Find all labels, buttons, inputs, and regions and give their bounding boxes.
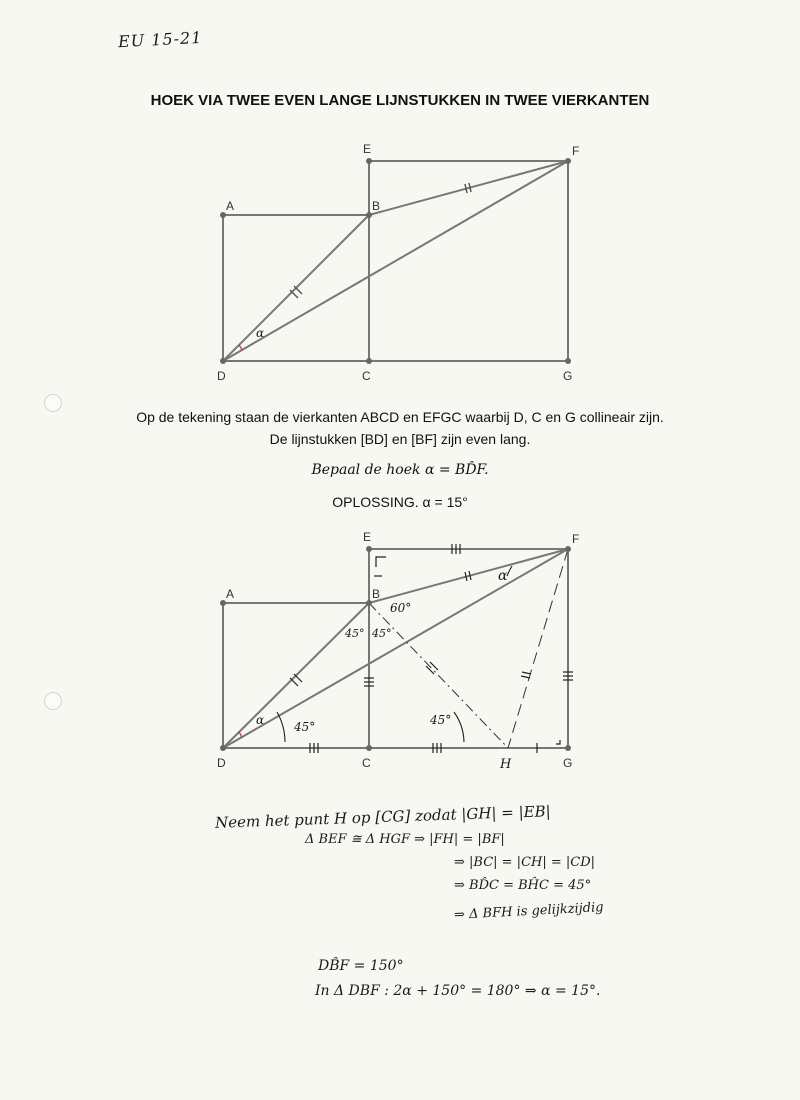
label-g: G: [563, 369, 573, 383]
label-b-2: B: [372, 587, 381, 601]
corner-note: EU 15-21: [117, 27, 203, 52]
segment-df-2: [223, 549, 568, 748]
alpha-label: α: [256, 326, 265, 340]
label-d: D: [217, 369, 226, 383]
label-b: B: [372, 199, 381, 213]
alpha-label-2: α: [256, 713, 265, 727]
problem-line-1: Op de tekening staan de vierkanten ABCD en EFGC waarbij D, C en G collineair zijn.: [136, 409, 664, 425]
label-a-2: A: [226, 587, 235, 601]
label-h: H: [500, 757, 512, 772]
label-f: F: [572, 144, 580, 158]
problem-question: Bepaal de hoek α = BD̂F.: [311, 462, 489, 478]
square-efgc-2: [369, 549, 568, 748]
label-e-2: E: [363, 530, 372, 544]
hand-line-7: In Δ DBF : 2α + 150° = 180° ⇒ α = 15°.: [315, 983, 601, 999]
angle-45-h: 45°: [430, 713, 452, 727]
label-e: E: [363, 142, 372, 156]
hand-line-4: ⇒ BD̂C = BĤC = 45°: [454, 878, 592, 893]
solution-line: OPLOSSING. α = 15°: [332, 494, 468, 510]
angle-45-d: 45°: [294, 720, 316, 734]
label-g-2: G: [563, 756, 573, 770]
angle-60: 60°: [390, 601, 412, 615]
label-c-2: C: [362, 756, 371, 770]
label-d-2: D: [217, 756, 226, 770]
segment-bf-2: [369, 549, 568, 603]
alpha-label-3: α: [498, 568, 508, 584]
hand-line-5: ⇒ Δ BFH is gelijkzijdig: [453, 900, 604, 923]
hand-line-6: DB̂F = 150°: [318, 958, 404, 974]
hand-line-2: Δ BEF ≅ Δ HGF ⇒ |FH| = |BF|: [305, 832, 505, 847]
label-c: C: [362, 369, 371, 383]
angle-45-right: 45°: [372, 627, 392, 640]
hand-line-1: Neem het punt H op [CG] zodat |GH| = |EB|: [214, 802, 551, 832]
label-a: A: [226, 199, 235, 213]
angle-45-left: 45°: [345, 627, 365, 640]
label-f-2: F: [572, 532, 580, 546]
problem-line-2: De lijnstukken [BD] en [BF] zijn even lang.: [269, 431, 531, 447]
page-title: HOEK VIA TWEE EVEN LANGE LIJNSTUKKEN IN TWEE VIERKANTEN: [150, 92, 650, 109]
hand-line-3: ⇒ |BC| = |CH| = |CD|: [454, 855, 596, 870]
